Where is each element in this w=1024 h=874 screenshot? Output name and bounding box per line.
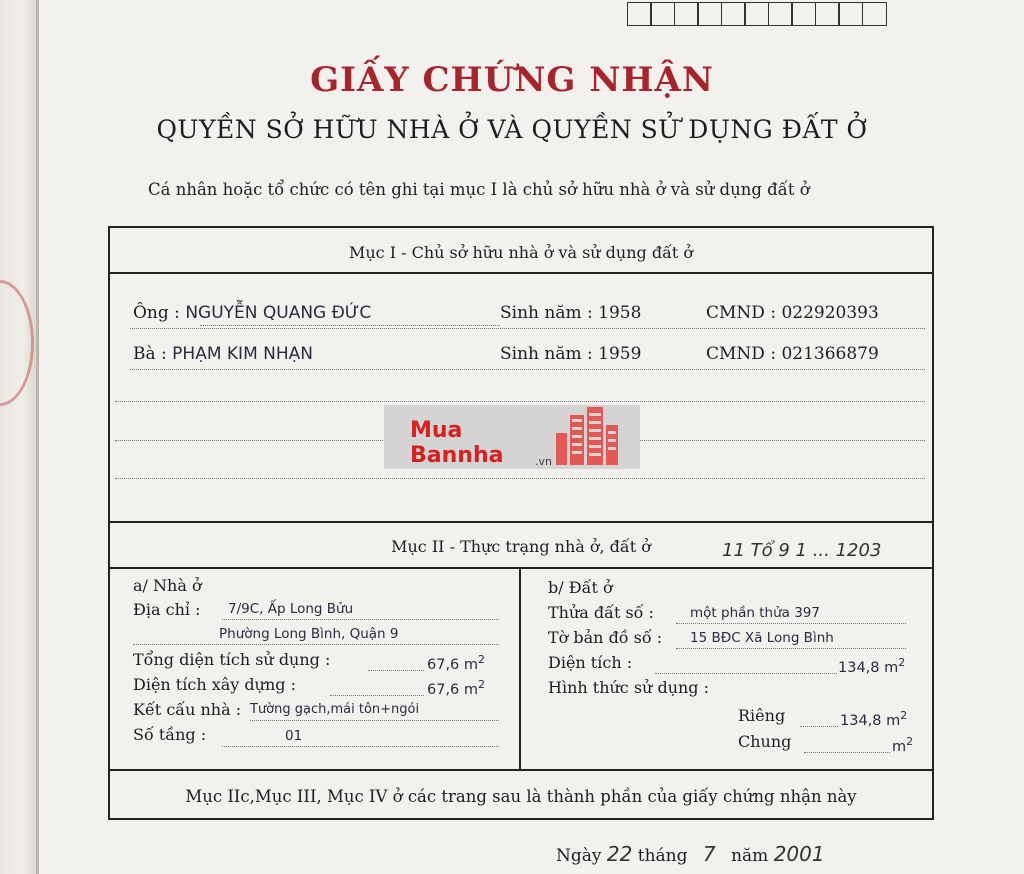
owner-2-name: PHẠM KIM NHẠN (172, 344, 313, 364)
shared-value-unit: $m^2$ (892, 735, 914, 755)
land-area-value: 134,8 $m^2$ (838, 656, 906, 676)
watermark-text-line1: Mua (410, 418, 463, 443)
dotted-line (130, 328, 925, 329)
certificate-title: GIẤY CHỨNG NHẬN (310, 60, 714, 100)
built-area-value: 67,6 $m^2$ (427, 678, 486, 698)
dotted-line (115, 478, 925, 479)
watermark-suffix: .vn (535, 455, 552, 468)
divider (108, 769, 934, 771)
dotted-line (804, 752, 890, 753)
floors-label: Số tầng : (133, 725, 207, 744)
footer-note: Mục IIc,Mục III, Mục IV ở các trang sau là thành phần của giấy chứng nhận này (185, 787, 857, 806)
parcel-value: một phần thửa 397 (690, 605, 820, 621)
dotted-line (222, 746, 499, 747)
dotted-line (115, 401, 925, 402)
issue-date: Ngày 22 tháng 7 năm 2001 (556, 842, 825, 866)
total-area-label: Tổng diện tích sử dụng : (133, 650, 331, 669)
house-heading: a/ Nhà ở (133, 576, 202, 595)
owner-1-id: CMND : 022920393 (706, 303, 879, 323)
structure-label: Kết cấu nhà : (133, 700, 242, 719)
dotted-line (133, 644, 499, 645)
section2-title: Mục II - Thực trạng nhà ở, đất ở (391, 537, 651, 556)
dotted-line (330, 695, 424, 696)
house-address-line2: Phường Long Bình, Quận 9 (219, 626, 399, 642)
column-divider (519, 567, 521, 771)
private-value: 134,8 $m^2$ (840, 709, 908, 729)
date-month: 7 (702, 842, 716, 866)
watermark-text-line2: Bannha (410, 443, 504, 468)
intro-text: Cá nhân hoặc tổ chức có tên ghi tại mục I là chủ sở hữu nhà ở và sử dụng đất ở (148, 180, 810, 199)
dotted-line (800, 726, 838, 727)
handwritten-note: 11 Tổ 9 1 ... 1203 (722, 540, 882, 561)
total-area-value: 67,6 $m^2$ (427, 653, 486, 673)
certificate-subtitle: QUYỀN SỞ HỮU NHÀ Ở VÀ QUYỀN SỬ DỤNG ĐẤT Ở (156, 115, 868, 144)
structure-value: Tường gạch,mái tôn+ngói (250, 702, 420, 717)
divider (108, 521, 934, 523)
map-sheet-label: Tờ bản đồ số : (548, 628, 663, 647)
divider (108, 272, 934, 274)
owner-2-birth: Sinh năm : 1959 (500, 344, 642, 364)
divider (108, 567, 934, 569)
dotted-line (655, 673, 837, 674)
owner-1-name-row: Ông : NGUYỄN QUANG ĐỨC (133, 303, 372, 323)
dotted-line (130, 369, 925, 370)
shared-label: Chung (738, 732, 792, 751)
house-address-label: Địa chỉ : (133, 600, 201, 619)
section1-title: Mục I - Chủ sở hữu nhà ở và sử dụng đất ở (348, 243, 694, 262)
dotted-line (250, 720, 499, 721)
house-address-line1: 7/9C, Ấp Long Bửu (228, 601, 354, 617)
dotted-line (676, 648, 906, 649)
owner-2-name-row: Bà : PHẠM KIM NHẠN (133, 344, 313, 364)
usage-form-label: Hình thức sử dụng : (548, 678, 710, 697)
land-heading: b/ Đất ở (548, 578, 613, 597)
date-year: 2001 (773, 842, 825, 866)
date-day: 22 (606, 842, 633, 866)
dotted-line (222, 619, 499, 620)
map-sheet-value: 15 BĐC Xã Long Bình (690, 630, 834, 646)
owner-1-birth: Sinh năm : 1958 (500, 303, 642, 323)
owner-2-id: CMND : 021366879 (706, 344, 879, 364)
land-area-label: Diện tích : (548, 653, 633, 672)
serial-number-boxes (628, 2, 887, 26)
dotted-line (676, 623, 906, 624)
floors-value: 01 (285, 728, 303, 744)
private-label: Riêng (738, 706, 786, 725)
owner-1-name: NGUYỄN QUANG ĐỨC (185, 303, 372, 323)
built-area-label: Diện tích xây dựng : (133, 675, 296, 694)
parcel-label: Thửa đất số : (548, 603, 654, 622)
dotted-line (368, 670, 424, 671)
dotted-line (200, 325, 500, 326)
